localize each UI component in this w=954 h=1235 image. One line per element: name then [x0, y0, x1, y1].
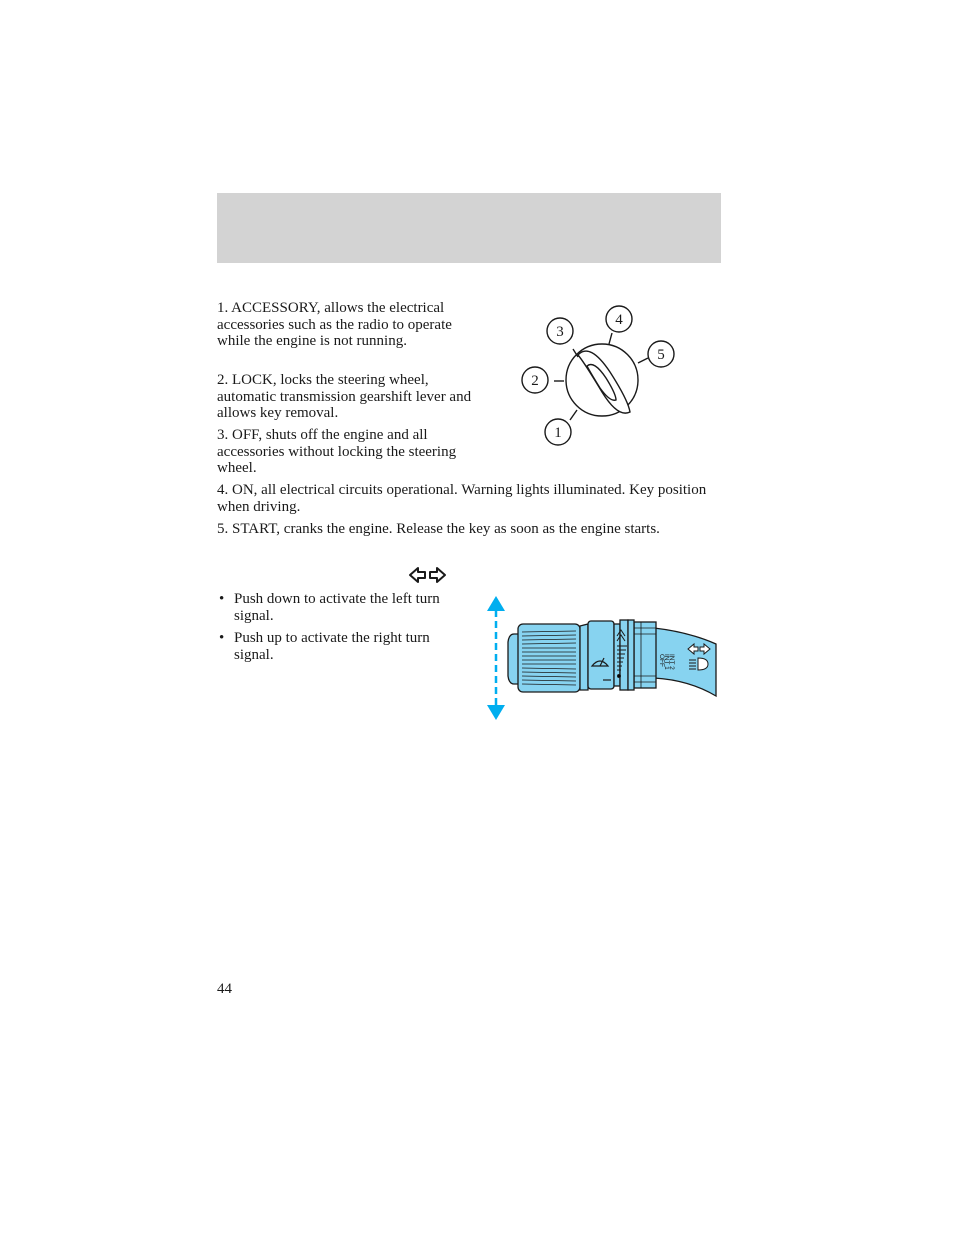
wiper-knob[interactable]	[518, 624, 580, 692]
wiper-speed-band[interactable]	[588, 621, 614, 689]
ignition-item-4: 4. ON, all electrical circuits operational. Warning lights illuminated. Key position when driving.	[217, 482, 707, 515]
stalk-label-int1: INT 1	[663, 654, 670, 670]
turn-signal-arrows-icon	[409, 566, 447, 584]
ignition-switch-diagram	[510, 300, 690, 450]
stalk-label-int2: INT 2	[668, 654, 675, 670]
leader-5	[638, 358, 648, 363]
ignition-item-3: 3. OFF, shuts off the engine and all accessories without locking the steering wheel.	[217, 427, 457, 476]
page-number: 44	[217, 981, 232, 997]
leader-1	[570, 410, 577, 420]
ignition-item-2: 2. LOCK, locks the steering wheel, automatic transmission gearshift lever and allows key removal.	[217, 372, 472, 421]
bullet-left-signal: • Push down to activate the left turn signal.	[219, 591, 440, 624]
callout-4-label: 4	[615, 312, 623, 328]
ignition-item-5: 5. START, cranks the engine. Release the key as soon as the engine starts.	[217, 521, 660, 537]
bullet-right-signal: • Push up to activate the right turn signal.	[219, 630, 430, 663]
multifunction-stalk-diagram	[484, 594, 719, 724]
header-band	[217, 193, 721, 263]
ignition-item-1: 1. ACCESSORY, allows the electrical accessories such as the radio to operate while the engine is not running.	[217, 300, 452, 349]
callout-5-label: 5	[657, 347, 665, 363]
headlamp-switch-ring[interactable]	[634, 622, 656, 688]
callout-3-label: 3	[556, 324, 564, 340]
up-down-arrow-icon	[487, 596, 505, 720]
turn-signal-bullets	[217, 591, 472, 669]
stalk-label-off: OFF	[658, 654, 665, 667]
headlamp-glyph-icon	[698, 658, 708, 670]
callout-2-label: 2	[531, 373, 539, 389]
callout-1-label: 1	[554, 425, 562, 441]
leader-4	[609, 333, 612, 344]
